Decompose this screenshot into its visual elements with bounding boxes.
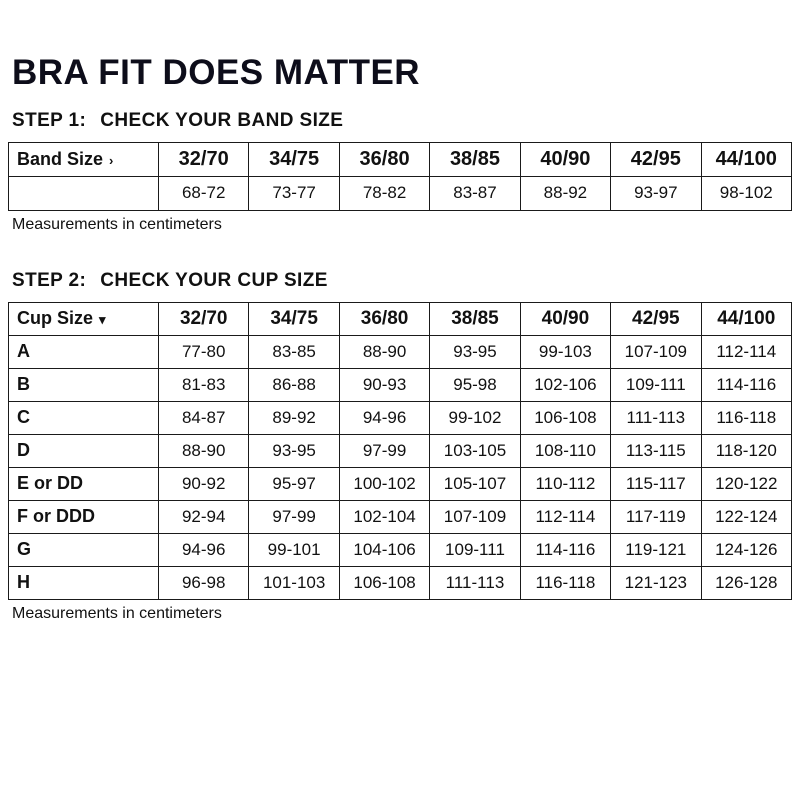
cup-value-cell: 77-80	[159, 335, 249, 368]
cup-value-cell: 94-96	[159, 533, 249, 566]
section-spacer	[8, 234, 790, 270]
band-col-header: 36/80	[339, 142, 429, 176]
cup-value-cell: 83-85	[249, 335, 339, 368]
cup-value-cell: 93-95	[430, 335, 520, 368]
cup-value-cell: 92-94	[159, 500, 249, 533]
band-table-caption: Measurements in centimeters	[12, 215, 222, 233]
cup-value-cell: 102-106	[520, 368, 610, 401]
cup-row-label: D	[9, 434, 159, 467]
cup-value-cell: 114-116	[701, 368, 791, 401]
cup-value-cell: 117-119	[611, 500, 701, 533]
cup-value-cell: 99-101	[249, 533, 339, 566]
step-1-text: CHECK YOUR BAND SIZE	[100, 109, 344, 131]
table-row	[9, 434, 792, 467]
band-col-header: 42/95	[611, 142, 701, 176]
band-col-header: 38/85	[430, 142, 520, 176]
cup-row-label: E or DD	[9, 467, 159, 500]
cup-value-cell: 124-126	[701, 533, 791, 566]
cup-row-label: H	[9, 566, 159, 599]
cup-value-cell: 104-106	[339, 533, 429, 566]
band-value-cell: 93-97	[611, 176, 701, 210]
step-2-heading	[12, 270, 790, 292]
band-col-header: 44/100	[701, 142, 791, 176]
cup-value-cell: 107-109	[430, 500, 520, 533]
table-row-band-values	[9, 176, 792, 210]
cup-row-label: A	[9, 335, 159, 368]
table-row	[9, 500, 792, 533]
cup-value-cell: 110-112	[520, 467, 610, 500]
step-2-text: CHECK YOUR CUP SIZE	[100, 269, 328, 291]
table-row	[9, 335, 792, 368]
cup-row-label: C	[9, 401, 159, 434]
cup-value-cell: 106-108	[339, 566, 429, 599]
cup-value-cell: 88-90	[339, 335, 429, 368]
cup-col-header: 34/75	[249, 302, 339, 335]
cup-value-cell: 99-102	[430, 401, 520, 434]
band-size-row-label-text: Band Size	[17, 148, 104, 169]
cup-row-label: G	[9, 533, 159, 566]
cup-col-header: 44/100	[701, 302, 791, 335]
table-row-band-header	[9, 142, 792, 176]
cup-value-cell: 94-96	[339, 401, 429, 434]
table-row	[9, 533, 792, 566]
cup-table-caption: Measurements in centimeters	[12, 604, 222, 622]
band-value-cell: 88-92	[520, 176, 610, 210]
cup-col-header: 40/90	[520, 302, 610, 335]
band-value-cell: 78-82	[339, 176, 429, 210]
step-1-label: STEP 1:	[12, 109, 87, 131]
cup-value-cell: 95-97	[249, 467, 339, 500]
cup-size-row-label	[9, 302, 159, 335]
cup-size-table	[8, 302, 792, 600]
cup-value-cell: 106-108	[520, 401, 610, 434]
cup-value-cell: 99-103	[520, 335, 610, 368]
cup-value-cell: 97-99	[339, 434, 429, 467]
cup-col-header: 42/95	[611, 302, 701, 335]
table-row	[9, 467, 792, 500]
cup-value-cell: 114-116	[520, 533, 610, 566]
cup-col-header: 36/80	[339, 302, 429, 335]
cup-value-cell: 88-90	[159, 434, 249, 467]
cup-value-cell: 111-113	[430, 566, 520, 599]
cup-value-cell: 90-93	[339, 368, 429, 401]
table-row	[9, 401, 792, 434]
cup-value-cell: 95-98	[430, 368, 520, 401]
cup-value-cell: 86-88	[249, 368, 339, 401]
cup-value-cell: 126-128	[701, 566, 791, 599]
band-value-cell: 83-87	[430, 176, 520, 210]
cup-value-cell: 109-111	[611, 368, 701, 401]
cup-value-cell: 111-113	[611, 401, 701, 434]
band-size-row-label	[9, 142, 159, 176]
band-value-cell: 68-72	[159, 176, 249, 210]
cup-value-cell: 118-120	[701, 434, 791, 467]
cup-row-label: B	[9, 368, 159, 401]
table-row	[9, 566, 792, 599]
cup-size-row-label-text: Cup Size	[17, 308, 94, 329]
band-col-header: 40/90	[520, 142, 610, 176]
cup-value-cell: 112-114	[520, 500, 610, 533]
cup-value-cell: 89-92	[249, 401, 339, 434]
cup-value-cell: 116-118	[701, 401, 791, 434]
cup-value-cell: 90-92	[159, 467, 249, 500]
cup-value-cell: 121-123	[611, 566, 701, 599]
cup-value-cell: 120-122	[701, 467, 791, 500]
band-col-header: 34/75	[249, 142, 339, 176]
band-empty-cell	[9, 176, 159, 210]
band-size-table	[8, 142, 792, 211]
chevron-down-icon: ▾	[99, 311, 106, 327]
cup-value-cell: 96-98	[159, 566, 249, 599]
cup-value-cell: 112-114	[701, 335, 791, 368]
table-row-cup-header	[9, 302, 792, 335]
cup-value-cell: 101-103	[249, 566, 339, 599]
cup-value-cell: 103-105	[430, 434, 520, 467]
cup-value-cell: 122-124	[701, 500, 791, 533]
cup-value-cell: 93-95	[249, 434, 339, 467]
chevron-right-icon: ›	[109, 152, 114, 168]
cup-col-header: 32/70	[159, 302, 249, 335]
cup-value-cell: 113-115	[611, 434, 701, 467]
page-title: BRA FIT DOES MATTER	[12, 53, 421, 92]
cup-value-cell: 100-102	[339, 467, 429, 500]
band-value-cell: 73-77	[249, 176, 339, 210]
cup-value-cell: 109-111	[430, 533, 520, 566]
band-value-cell: 98-102	[701, 176, 791, 210]
step-2-label: STEP 2:	[12, 269, 87, 291]
cup-value-cell: 107-109	[611, 335, 701, 368]
band-col-header: 32/70	[159, 142, 249, 176]
cup-value-cell: 81-83	[159, 368, 249, 401]
cup-value-cell: 102-104	[339, 500, 429, 533]
cup-value-cell: 108-110	[520, 434, 610, 467]
cup-value-cell: 116-118	[520, 566, 610, 599]
cup-value-cell: 115-117	[611, 467, 701, 500]
cup-col-header: 38/85	[430, 302, 520, 335]
step-1-heading	[12, 110, 790, 132]
cup-value-cell: 119-121	[611, 533, 701, 566]
cup-value-cell: 84-87	[159, 401, 249, 434]
table-row	[9, 368, 792, 401]
cup-value-cell: 105-107	[430, 467, 520, 500]
cup-row-label: F or DDD	[9, 500, 159, 533]
cup-value-cell: 97-99	[249, 500, 339, 533]
